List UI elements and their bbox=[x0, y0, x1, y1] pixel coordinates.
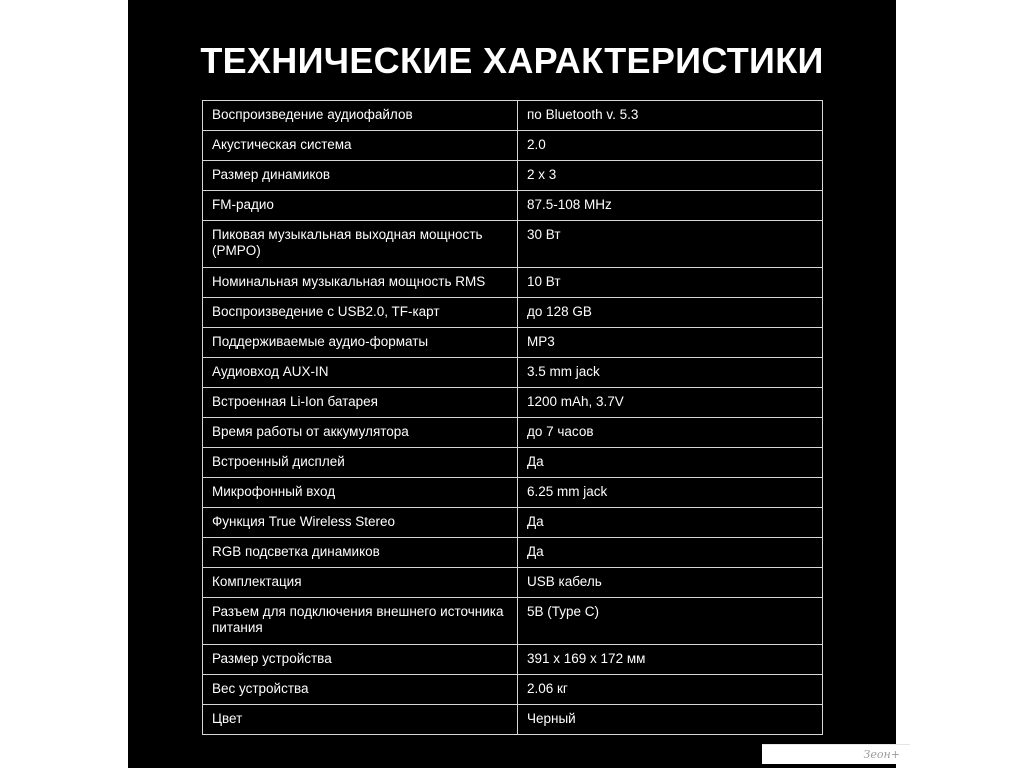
spec-label: Вес устройства bbox=[203, 675, 518, 705]
spec-value: 2.06 кг bbox=[518, 675, 823, 705]
spec-value: 2 x 3 bbox=[518, 161, 823, 191]
table-row bbox=[203, 538, 823, 568]
spec-panel bbox=[128, 0, 896, 768]
spec-label: Пиковая музыкальная выходная мощность (PMPO) bbox=[203, 221, 518, 268]
spec-label: FM-радио bbox=[203, 191, 518, 221]
table-row bbox=[203, 298, 823, 328]
spec-label: Размер устройства bbox=[203, 645, 518, 675]
table-row bbox=[203, 101, 823, 131]
table-row bbox=[203, 328, 823, 358]
table-row bbox=[203, 161, 823, 191]
table-row bbox=[203, 418, 823, 448]
spec-value: по Bluetooth v. 5.3 bbox=[518, 101, 823, 131]
spec-label: RGB подсветка динамиков bbox=[203, 538, 518, 568]
table-row bbox=[203, 448, 823, 478]
spec-value: Да bbox=[518, 538, 823, 568]
watermark-logo: Зеон+ bbox=[762, 744, 910, 764]
spec-value: 87.5-108 MHz bbox=[518, 191, 823, 221]
spec-value: Да bbox=[518, 508, 823, 538]
spec-value: 5В (Type C) bbox=[518, 598, 823, 645]
spec-value: 1200 mAh, 3.7V bbox=[518, 388, 823, 418]
spec-value: до 7 часов bbox=[518, 418, 823, 448]
table-row bbox=[203, 191, 823, 221]
spec-label: Встроенная Li-Ion батарея bbox=[203, 388, 518, 418]
table-row bbox=[203, 268, 823, 298]
table-row bbox=[203, 131, 823, 161]
spec-value: 10 Вт bbox=[518, 268, 823, 298]
spec-label: Разъем для подключения внешнего источника питания bbox=[203, 598, 518, 645]
table-row bbox=[203, 221, 823, 268]
spec-label: Акустическая система bbox=[203, 131, 518, 161]
table-row bbox=[203, 358, 823, 388]
spec-label: Номинальная музыкальная мощность RMS bbox=[203, 268, 518, 298]
spec-value: 6.25 mm jack bbox=[518, 478, 823, 508]
spec-value: USB кабель bbox=[518, 568, 823, 598]
table-row bbox=[203, 675, 823, 705]
page-title: ТЕХНИЧЕСКИЕ ХАРАКТЕРИСТИКИ bbox=[200, 40, 824, 81]
table-row bbox=[203, 598, 823, 645]
spec-value: MP3 bbox=[518, 328, 823, 358]
spec-label: Воспроизведение с USB2.0, TF-карт bbox=[203, 298, 518, 328]
spec-value: 2.0 bbox=[518, 131, 823, 161]
spec-value: Да bbox=[518, 448, 823, 478]
spec-value: до 128 GB bbox=[518, 298, 823, 328]
spec-label: Воспроизведение аудиофайлов bbox=[203, 101, 518, 131]
spec-label: Комплектация bbox=[203, 568, 518, 598]
spec-label: Поддерживаемые аудио-форматы bbox=[203, 328, 518, 358]
spec-label: Время работы от аккумулятора bbox=[203, 418, 518, 448]
spec-label: Аудиовход AUX-IN bbox=[203, 358, 518, 388]
spec-label: Размер динамиков bbox=[203, 161, 518, 191]
table-row bbox=[203, 388, 823, 418]
spec-label: Цвет bbox=[203, 705, 518, 735]
table-row bbox=[203, 478, 823, 508]
table-row bbox=[203, 568, 823, 598]
table-row bbox=[203, 645, 823, 675]
spec-value: 3.5 mm jack bbox=[518, 358, 823, 388]
table-row bbox=[203, 508, 823, 538]
spec-label: Микрофонный вход bbox=[203, 478, 518, 508]
specs-table bbox=[202, 100, 823, 735]
table-row bbox=[203, 705, 823, 735]
spec-label: Встроенный дисплей bbox=[203, 448, 518, 478]
spec-value: 30 Вт bbox=[518, 221, 823, 268]
spec-label: Функция True Wireless Stereo bbox=[203, 508, 518, 538]
spec-value: Черный bbox=[518, 705, 823, 735]
spec-value: 391 x 169 x 172 мм bbox=[518, 645, 823, 675]
